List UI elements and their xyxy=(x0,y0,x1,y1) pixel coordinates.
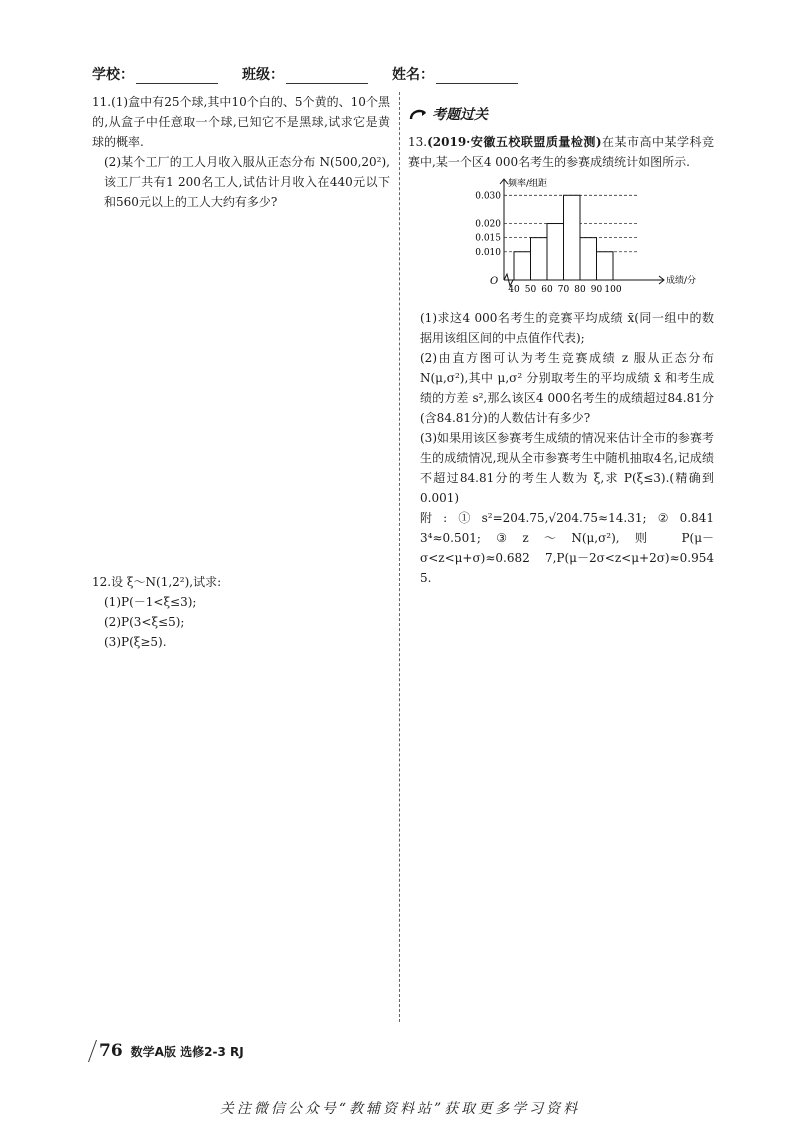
histogram-bar xyxy=(597,252,614,280)
x-tick-label: 60 xyxy=(541,285,553,295)
page-footer xyxy=(92,1040,244,1062)
section-title-text: 考题过关 xyxy=(432,107,488,123)
q13-note: 附:①s²=204.75,√204.75≈14.31;②0.841 3⁴≈0.501;③z～N(μ,σ²),则 P(μ－σ<z<μ+σ)≈0.682 7,P(μ－2σ<z<μ+2σ)≈0.954 5. xyxy=(420,511,714,585)
book-title: 数学A版 选修2-3 RJ xyxy=(130,1044,244,1059)
footer-slash xyxy=(88,1040,97,1062)
y-tick-label: 0.015 xyxy=(475,233,501,244)
q13-source: (2019·安徽五校联盟质量检测) xyxy=(427,135,602,149)
q13-part1: (1)求这4 000名考生的竞赛平均成绩 x̄(同一组中的数据用该组区间的中点值作代表); xyxy=(420,311,714,345)
q12-item: (2)P(3<ξ≤5); xyxy=(104,615,185,629)
name-field xyxy=(392,64,518,84)
column-divider xyxy=(399,92,400,1022)
x-tick-label: 100 xyxy=(604,285,622,295)
histogram xyxy=(448,176,698,302)
x-tick-label: 50 xyxy=(524,285,537,295)
page-number: 76 xyxy=(99,1041,123,1061)
bottom-banner: 关注微信公众号“教辅资料站”获取更多学习资料 xyxy=(219,1101,581,1117)
page-header xyxy=(92,64,712,84)
q12-item: (1)P(－1<ξ≤3); xyxy=(104,595,197,609)
histogram-svg xyxy=(448,176,698,302)
histogram-bar xyxy=(514,252,531,280)
q12-item: (3)P(ξ≥5). xyxy=(104,635,167,649)
histogram-bar xyxy=(564,195,581,280)
q13-stem xyxy=(408,132,714,172)
y-tick-label: 0.010 xyxy=(475,247,501,258)
class-blank[interactable] xyxy=(286,69,368,84)
school-blank[interactable] xyxy=(136,69,218,84)
question-12 xyxy=(92,572,390,652)
school-field xyxy=(92,64,218,84)
x-tick-label: 40 xyxy=(508,285,520,295)
school-label: 学校： xyxy=(92,67,134,83)
name-blank[interactable] xyxy=(436,69,518,84)
right-column xyxy=(408,104,714,588)
section-title xyxy=(408,104,714,126)
class-label: 班级： xyxy=(242,67,284,83)
x-tick-label: 90 xyxy=(590,285,603,295)
x-tick-label: 80 xyxy=(574,285,586,295)
q11-part2: (2)某个工厂的工人月收入服从正态分布 N(500,20²),该工厂共有1 200名工人,试估计月收入在440元以下和560元以上的工人大约有多少? xyxy=(104,155,390,209)
q11-part1: 11.(1)盒中有25个球,其中10个白的、5个黄的、10个黑的,从盒子中任意取一个球,已知它不是黑球,试求它是黄球的概率. xyxy=(92,95,390,149)
q13-part3: (3)如果用该区参赛考生成绩的情况来估计全市的参赛考生的成绩情况,现从全市参赛考生中随机抽取4名,记成绩不超过84.81分的考生人数为 ξ,求 P(ξ≤3).(精确到0.001) xyxy=(420,431,714,505)
y-tick-label: 0.020 xyxy=(475,219,501,230)
origin-label: O xyxy=(490,276,499,287)
histogram-bar xyxy=(547,224,564,280)
histogram-bar xyxy=(580,238,597,280)
q12-stem: 12.设 ξ～N(1,2²),试求: xyxy=(92,575,222,589)
class-field xyxy=(242,64,368,84)
name-label: 姓名： xyxy=(392,67,434,83)
x-axis-label: 成绩/分 xyxy=(666,276,697,286)
hook-arrow-icon xyxy=(408,107,428,123)
q13-part2: (2)由直方图可认为考生竞赛成绩 z 服从正态分布 N(μ,σ²),其中 μ,σ² 分别取考生的平均成绩 x̄ 和考生成绩的方差 s²,那么该区4 000名考生的成绩超过84.81分(含84.81分)的人数估计有多少? xyxy=(420,351,714,425)
left-column xyxy=(92,92,390,212)
y-tick-label: 0.030 xyxy=(475,191,501,202)
q13-number: 13. xyxy=(408,135,428,149)
histogram-bar xyxy=(531,238,548,280)
x-tick-label: 70 xyxy=(557,285,570,295)
q13-stem-text: 在某市高中某学科竞赛中,某一个区4 000名考生的参赛成绩统计如图所示. xyxy=(408,135,714,169)
y-axis-label: 频率/组距 xyxy=(508,179,548,189)
